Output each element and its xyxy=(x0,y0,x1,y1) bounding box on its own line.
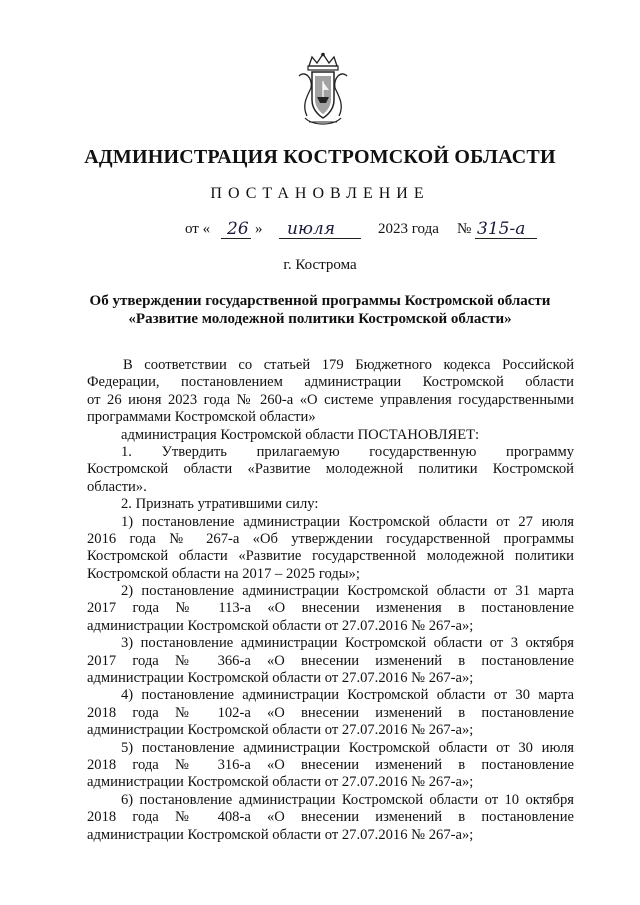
body-line: области». xyxy=(87,478,147,495)
body-line: 3) постановление администрации Костромской области от 3 октября xyxy=(121,635,574,652)
document-body xyxy=(87,357,574,844)
body-line: администрации Костромской области от 27.07.2016 № 267-а»; xyxy=(87,722,474,739)
body-line: 2) постановление администрации Костромской области от 31 марта xyxy=(121,583,574,600)
body-line: Костромской области на 2017 – 2025 годы»; xyxy=(87,565,360,582)
body-line: администрации Костромской области от 27.07.2016 № 267-а»; xyxy=(87,670,474,687)
number-sign: № xyxy=(457,221,472,237)
document-subject xyxy=(60,292,580,328)
date-month-handwritten: июля xyxy=(287,219,335,239)
subject-line: Об утверждении государственной программы Костромской области xyxy=(89,293,551,309)
document-number-handwritten: 315-а xyxy=(477,219,526,239)
body-line: 5) постановление администрации Костромской области от 30 июля xyxy=(121,739,574,756)
body-line: 2. Признать утратившими силу: xyxy=(121,496,319,513)
body-line: от 26 июня 2023 года № 260-а «О системе управления государственными xyxy=(87,391,574,408)
date-month-underline xyxy=(279,238,361,239)
body-line: администрация Костромской области ПОСТАНОВЛЯЕТ: xyxy=(121,426,480,443)
body-line: 2018 года № 408-а «О внесении изменений в постановление xyxy=(87,809,574,826)
subject-line: «Развитие молодежной политики Костромской области» xyxy=(128,311,512,327)
body-line: 6) постановление администрации Костромской области от 10 октября xyxy=(121,791,574,808)
body-line: 1) постановление администрации Костромской области от 27 июля xyxy=(121,513,574,530)
body-line: Федерации, постановлением администрации Костромской области xyxy=(87,374,574,391)
document-type-title: ПОСТАНОВЛЕНИЕ xyxy=(210,185,430,202)
body-line: Костромской области «Развитие молодежной политики Костромской xyxy=(87,461,574,478)
date-day-close: » xyxy=(255,221,263,237)
body-line: 2018 года № 316-а «О внесении изменений в постановление xyxy=(87,756,574,773)
body-line: 2017 года № 366-а «О внесении изменений в постановление xyxy=(87,652,574,669)
body-line: Костромской области «Развитие государственной молодежной политики xyxy=(87,548,574,565)
date-day-underline xyxy=(221,238,251,239)
city-name: г. Кострома xyxy=(283,257,357,273)
date-prefix: от « xyxy=(185,221,211,237)
date-day-handwritten: 26 xyxy=(227,219,249,239)
body-line: 2018 года № 102-а «О внесении изменений в постановление xyxy=(87,704,574,721)
document-number-underline xyxy=(475,238,537,239)
body-line: администрации Костромской области от 27.07.2016 № 267-а»; xyxy=(87,826,474,843)
body-line: 2017 года № 113-а «О внесении изменения в постановление xyxy=(87,600,574,617)
body-line: программами Костромской области» xyxy=(87,409,316,426)
body-line: В соответствии со статьей 179 Бюджетного кодекса Российской xyxy=(123,357,574,373)
body-line: 4) постановление администрации Костромской области от 30 марта xyxy=(121,687,574,704)
date-year: 2023 года xyxy=(378,221,439,237)
coat-of-arms-emblem xyxy=(295,52,351,130)
body-line: администрации Костромской области от 27.07.2016 № 267-а»; xyxy=(87,617,474,634)
organization-title: АДМИНИСТРАЦИЯ КОСТРОМСКОЙ ОБЛАСТИ xyxy=(84,146,556,168)
body-line: 2016 года № 267-а «Об утверждении государственной программы xyxy=(87,530,574,547)
body-line: 1. Утвердить прилагаемую государственную программу xyxy=(121,443,574,460)
body-line: администрации Костромской области от 27.07.2016 № 267-а»; xyxy=(87,774,474,791)
document-date-line xyxy=(185,219,545,243)
